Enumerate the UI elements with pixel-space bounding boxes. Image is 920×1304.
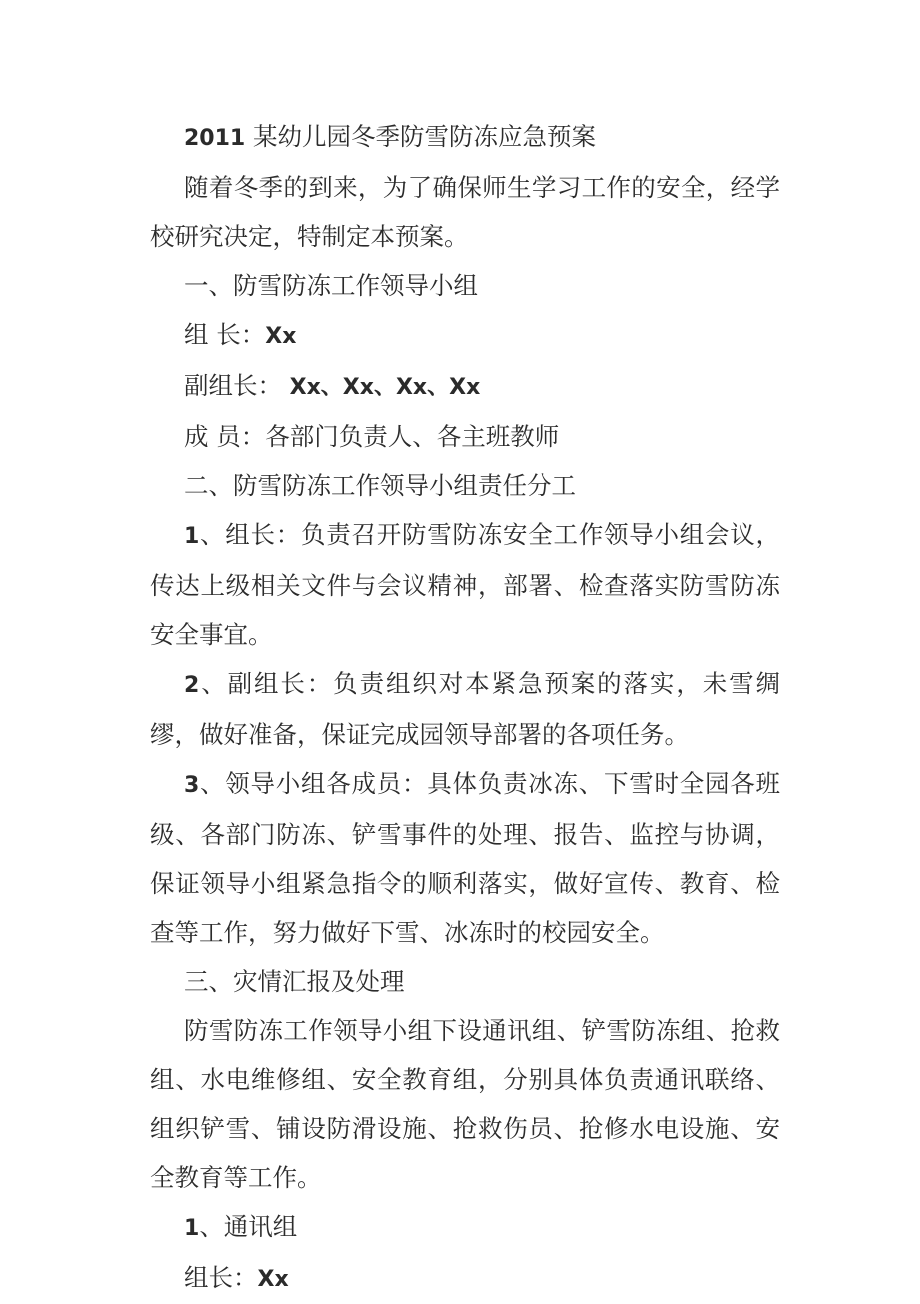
paragraph-duty-3 — [150, 759, 780, 957]
field-leader — [150, 310, 780, 361]
group-1-text: 、通讯组 — [199, 1212, 298, 1241]
title-year: 2011 — [184, 126, 246, 151]
heading-section-2: 二、防雪防冻工作领导小组责任分工 — [184, 471, 576, 500]
group-1-number: 1 — [184, 1216, 200, 1241]
duty-2-text: 、副组长：负责组织对本紧急预案的落实，未雪绸缪，做好准备，保证完成园领导部署的各项任务。 — [150, 669, 780, 749]
duty-1-text: 、组长：负责召开防雪防冻安全工作领导小组会议，传达上级相关文件与会议精神，部署、检查落实防雪防冻安全事宜。 — [150, 520, 780, 649]
paragraph-groups-intro: 防雪防冻工作领导小组下设通讯组、铲雪防冻组、抢救组、水电维修组、安全教育组，分别具体负责通讯联络、组织铲雪、铺设防滑设施、抢救伤员、抢修水电设施、安全教育等工作。 — [150, 1016, 780, 1192]
document-title — [150, 112, 780, 163]
field-leader-label: 组 长： — [184, 320, 266, 349]
paragraph-duty-1 — [150, 510, 780, 659]
field-deputy-leader-label: 副组长： — [184, 371, 282, 400]
heading-section-1: 一、防雪防冻工作领导小组 — [184, 271, 478, 300]
field-deputy-leader-value: Xx、Xx、Xx、Xx — [282, 375, 481, 400]
duty-3-number: 3 — [184, 773, 200, 798]
field-group-1-leader-label: 组长： — [184, 1263, 258, 1292]
field-deputy-leader — [150, 361, 780, 412]
paragraph-duty-2 — [150, 659, 780, 759]
field-group-1-leader-value: Xx — [257, 1267, 289, 1292]
duty-2-number: 2 — [184, 673, 200, 698]
document-body — [150, 112, 780, 1304]
group-item-1 — [150, 1202, 780, 1253]
heading-section-3: 三、灾情汇报及处理 — [184, 967, 405, 996]
duty-3-text: 、领导小组各成员：具体负责冰冻、下雪时全园各班级、各部门防冻、铲雪事件的处理、报告、监控与协调，保证领导小组紧急指令的顺利落实，做好宣传、教育、检查等工作，努力做好下雪、冰冻时的校园安全。 — [150, 769, 780, 947]
field-members: 成 员：各部门负责人、各主班教师 — [184, 422, 560, 451]
duty-1-number: 1 — [184, 524, 200, 549]
title-text: 某幼儿园冬季防雪防冻应急预案 — [245, 122, 597, 151]
field-group-1-leader — [150, 1253, 780, 1304]
field-leader-value: Xx — [265, 324, 297, 349]
paragraph-intro: 随着冬季的到来，为了确保师生学习工作的安全，经学校研究决定，特制定本预案。 — [150, 173, 780, 251]
